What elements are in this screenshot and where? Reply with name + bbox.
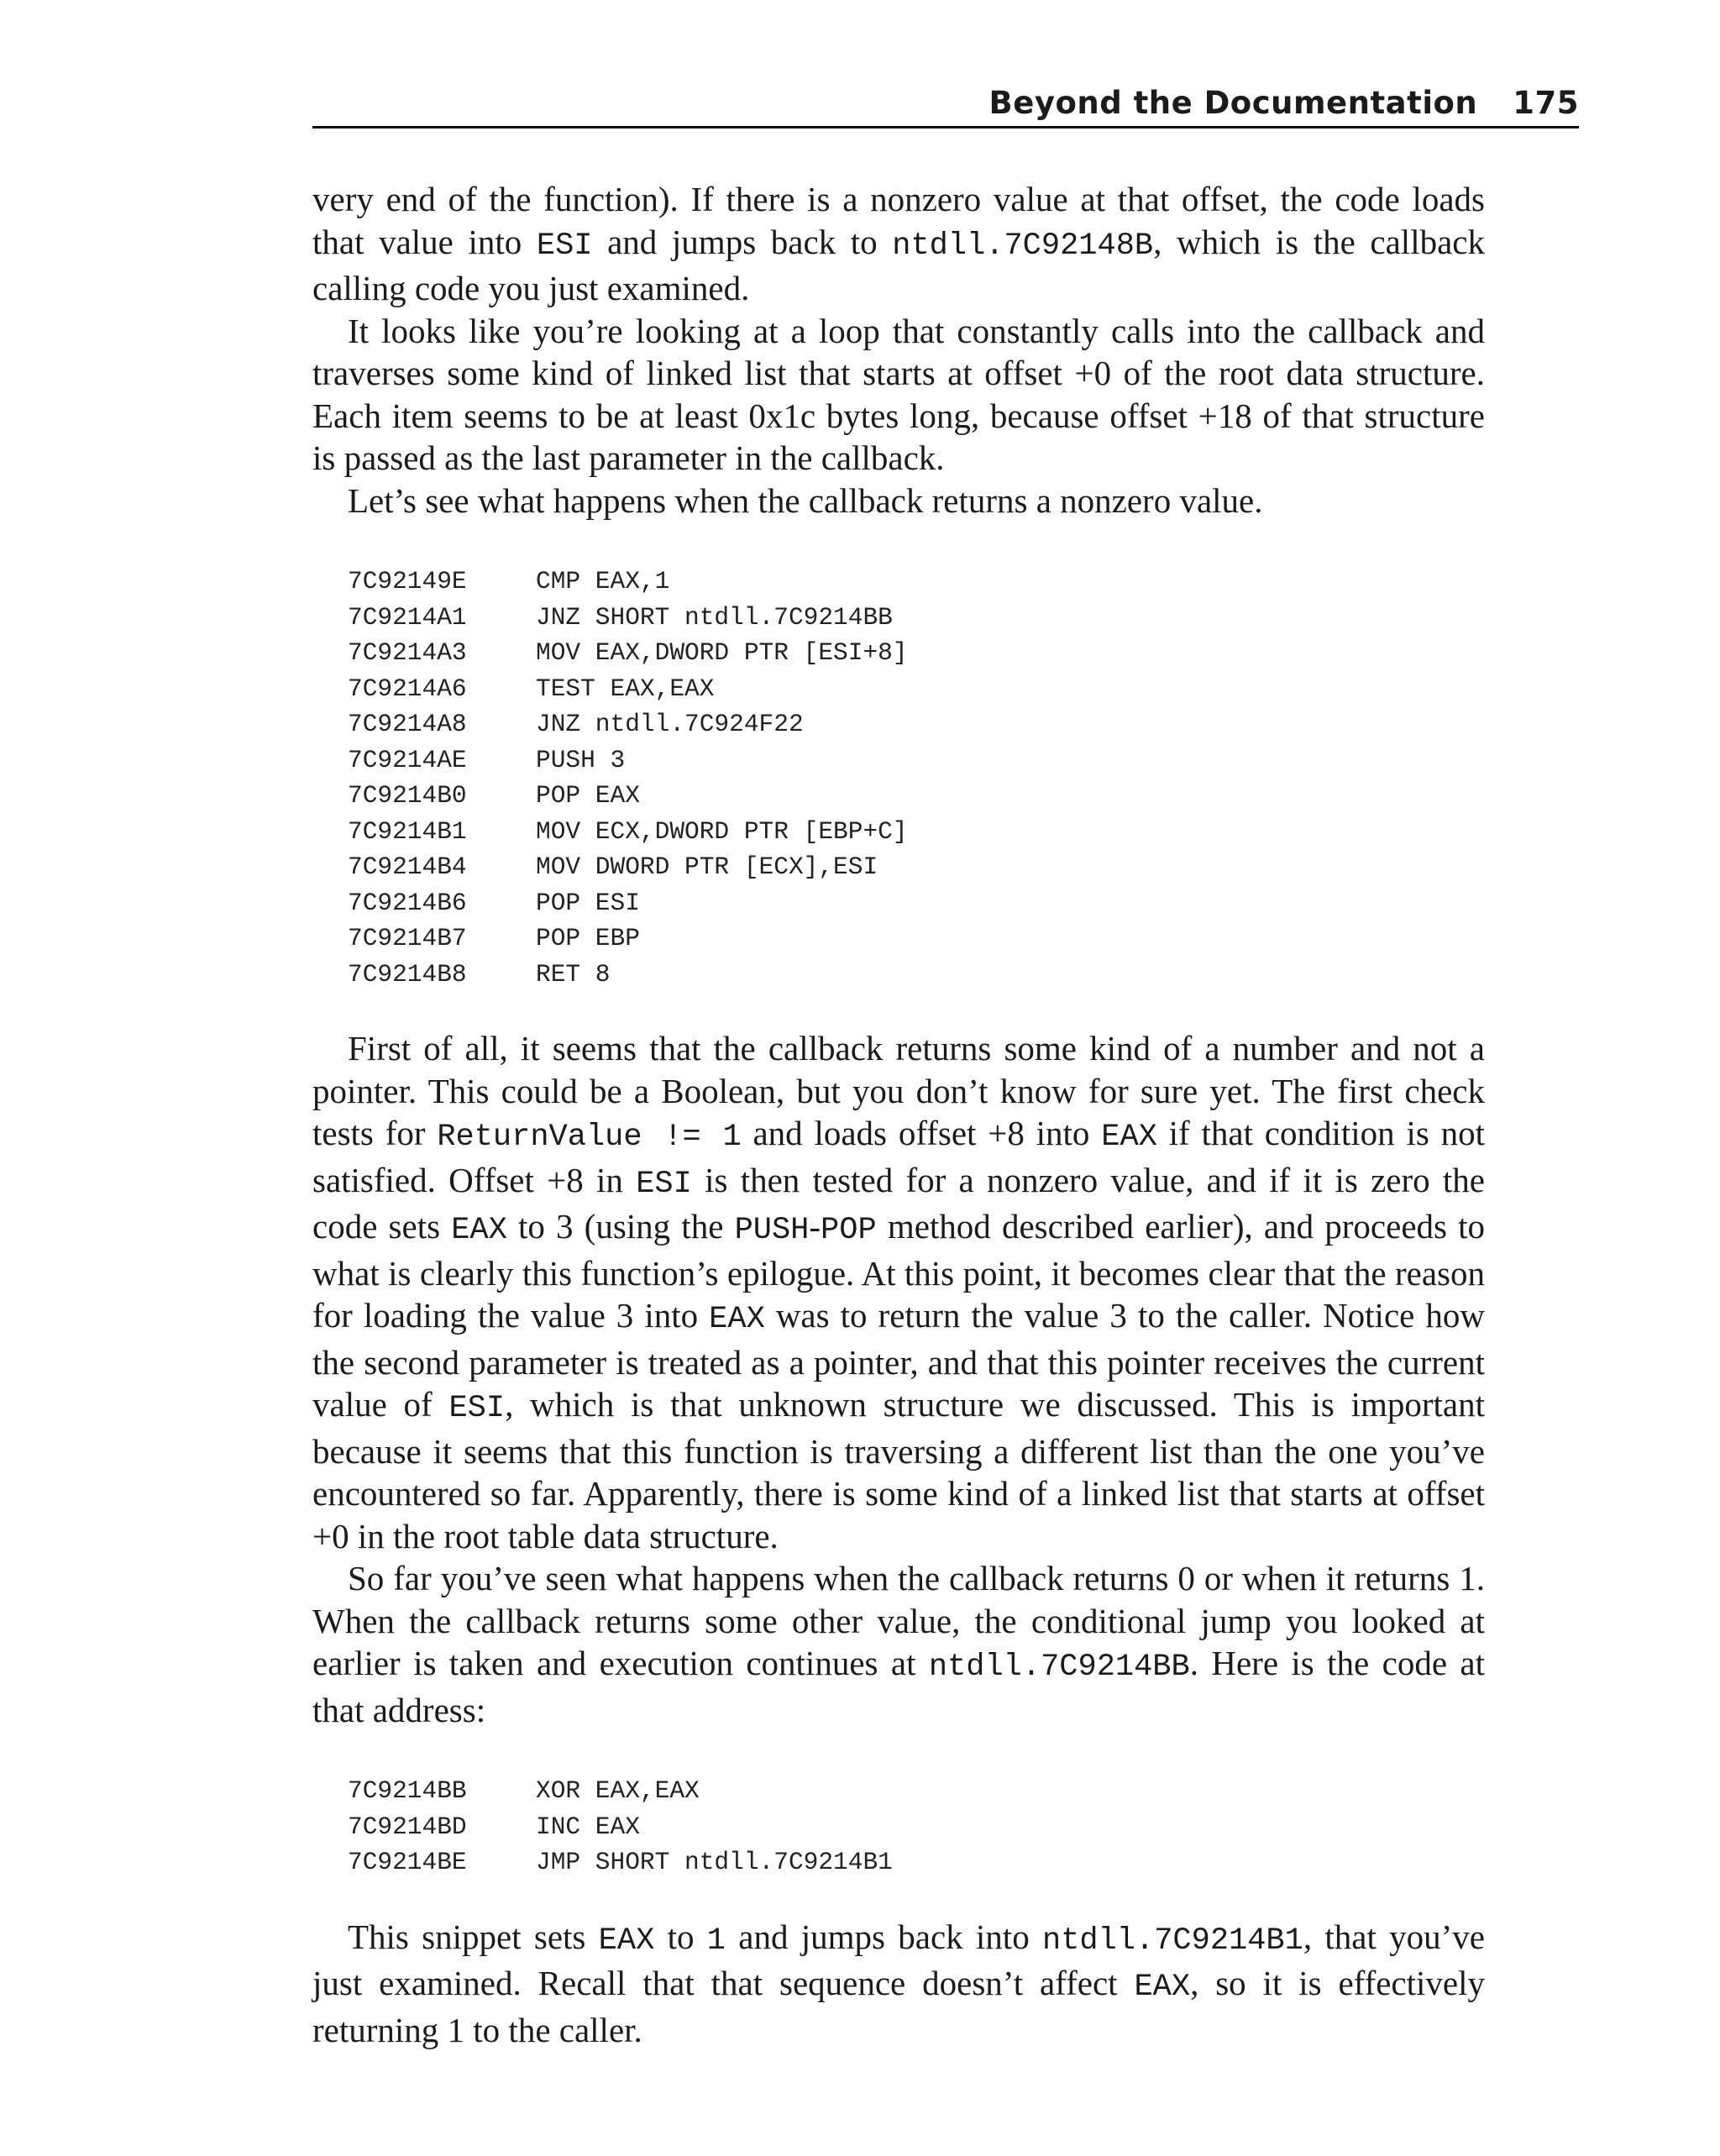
code-line <box>348 921 1485 957</box>
code-instruction: POP ESI <box>536 888 640 917</box>
code-address: 7C9214B1 <box>348 816 467 846</box>
code-listing-2 <box>348 1773 1485 1881</box>
paragraph-text: , that you’ve just examined. Recall that that sequence doesn’t affect <box>312 1917 1485 2002</box>
code-line <box>348 1809 1485 1845</box>
code-line <box>348 1773 1485 1809</box>
paragraph-text: was to return the value 3 to the caller. Notice how the second parameter is treated as a pointer, and that this pointer receives the current value of <box>312 1296 1485 1424</box>
paragraph-text: , so it is effectively returning 1 to the caller. <box>312 1964 1485 2049</box>
inline-code: PUSH <box>734 1213 810 1248</box>
paragraph-text: is then tested for a nonzero value, and if it is zero the code sets <box>312 1160 1485 1246</box>
code-line <box>348 671 1485 707</box>
paragraph-text: and jumps back into <box>725 1917 1042 1956</box>
code-address: 7C9214B4 <box>348 852 467 881</box>
code-instruction: MOV DWORD PTR [ECX],ESI <box>536 852 878 881</box>
paragraph-text: So far you’ve seen what happens when the callback returns 0 or when it returns 1. When the callback returns some other value, the conditional jump you looked at earlier is taken and execution continues at <box>312 1559 1485 1682</box>
code-address: 7C9214AE <box>348 745 467 774</box>
code-line <box>348 706 1485 742</box>
code-listing-1 <box>348 564 1485 992</box>
inline-code: EAX <box>1134 1970 1191 2005</box>
code-instruction: JMP SHORT ntdll.7C9214B1 <box>536 1848 893 1876</box>
paragraph-text: - <box>809 1207 821 1246</box>
code-instruction: MOV ECX,DWORD PTR [EBP+C] <box>536 816 908 846</box>
paragraph-text: method described earlier), and proceeds to what is clearly this function’s epilogue. At this point, it becomes clear that the reason for loading the value 3 into <box>312 1207 1486 1335</box>
code-address: 7C9214B7 <box>348 924 467 952</box>
code-address: 7C9214BB <box>348 1776 467 1805</box>
paragraph-text: and jumps back to <box>592 222 893 261</box>
inline-code: EAX <box>709 1302 765 1337</box>
paragraph-text: First of all, it seems that the callback returns some kind of a number and not a pointer. This could be a Boolean, but you don’t know for sure yet. The first check tests for <box>312 1029 1485 1152</box>
inline-code: ReturnValue != 1 <box>437 1120 742 1155</box>
inline-code: ESI <box>636 1166 692 1202</box>
inline-code: EAX <box>1101 1120 1157 1155</box>
code-line <box>348 885 1485 921</box>
running-head <box>989 85 1579 121</box>
code-instruction: CMP EAX,1 <box>536 567 670 595</box>
code-address: 7C9214A3 <box>348 638 467 667</box>
code-line <box>348 849 1485 885</box>
code-line <box>348 564 1485 600</box>
inline-code: ESI <box>536 228 593 264</box>
code-instruction: JNZ SHORT ntdll.7C9214BB <box>536 602 893 632</box>
inline-code: EAX <box>451 1213 507 1248</box>
paragraph-text: This snippet sets <box>348 1917 599 1956</box>
paragraph-text: . Here is the code at that address: <box>312 1644 1485 1729</box>
running-head-title: Beyond the Documentation <box>988 85 1478 121</box>
page-body <box>312 178 1485 2051</box>
code-line <box>348 1844 1485 1881</box>
code-address: 7C9214BD <box>348 1812 467 1841</box>
code-address: 7C9214A1 <box>348 602 467 632</box>
code-instruction: PUSH 3 <box>536 745 626 774</box>
paragraph-2: It looks like you’re looking at a loop that constantly calls into the callback and traverses some kind of linked list that starts at offset +0 of the root data structure. Each item seems to be at least 0x1c bytes long, because offset +18 of that structure is passed as the last parameter in the callback. <box>312 311 1485 477</box>
code-instruction: INC EAX <box>536 1812 640 1841</box>
code-line <box>348 600 1485 636</box>
code-address: 7C9214A8 <box>348 710 467 738</box>
inline-code: ESI <box>448 1391 506 1426</box>
paragraph-6 <box>312 1916 1485 2052</box>
paragraph-text: , which is the callback calling code you just examined. <box>312 222 1485 307</box>
paragraph-text: and loads offset +8 into <box>741 1114 1102 1152</box>
paragraph-5 <box>312 1557 1485 1731</box>
paragraph-1 <box>312 178 1485 310</box>
inline-code: ntdll.7C92148B <box>892 228 1154 264</box>
inline-code: EAX <box>598 1923 655 1959</box>
code-instruction: JNZ ntdll.7C924F22 <box>536 710 804 738</box>
paragraph-text: to 3 (using the <box>506 1207 735 1246</box>
code-address: 7C9214B6 <box>348 888 467 917</box>
paragraph-3: Let’s see what happens when the callback returns a nonzero value. <box>348 480 1263 520</box>
code-instruction: POP EAX <box>536 781 640 810</box>
paragraph-text: to <box>654 1917 707 1956</box>
code-address: 7C9214B0 <box>348 781 467 810</box>
inline-code: ntdll.7C9214BB <box>928 1650 1190 1685</box>
code-line <box>348 957 1485 993</box>
paragraph-text: , which is that unknown structure we discussed. This is important because it seems that this function is traversing a different list than the one you’ve encountered so far. Apparently, there is some kind of a linked list that starts at offset +0 in the root table data structure. <box>312 1385 1485 1555</box>
inline-code: POP <box>821 1213 877 1248</box>
code-address: 7C9214BE <box>348 1848 467 1876</box>
page-number: 175 <box>1513 85 1579 121</box>
code-instruction: POP EBP <box>536 924 640 952</box>
code-line <box>348 778 1485 814</box>
code-instruction: XOR EAX,EAX <box>536 1776 700 1805</box>
code-address: 7C9214B8 <box>348 959 467 989</box>
code-line <box>348 635 1485 671</box>
inline-code: 1 <box>706 1923 726 1959</box>
code-instruction: RET 8 <box>536 959 611 989</box>
code-address: 7C9214A6 <box>348 674 467 703</box>
code-line <box>348 742 1485 779</box>
paragraph-text: very end of the function). If there is a nonzero value at that offset, the code loads that value into <box>312 180 1485 261</box>
paragraph-4 <box>312 1027 1485 1557</box>
inline-code: ntdll.7C9214B1 <box>1041 1923 1303 1959</box>
code-line <box>348 814 1485 850</box>
page-header <box>312 81 1579 129</box>
code-address: 7C92149E <box>348 567 467 595</box>
code-instruction: MOV EAX,DWORD PTR [ESI+8] <box>536 638 908 667</box>
code-instruction: TEST EAX,EAX <box>536 674 715 703</box>
paragraph-text: if that condition is not satisfied. Offset +8 in <box>312 1114 1485 1199</box>
